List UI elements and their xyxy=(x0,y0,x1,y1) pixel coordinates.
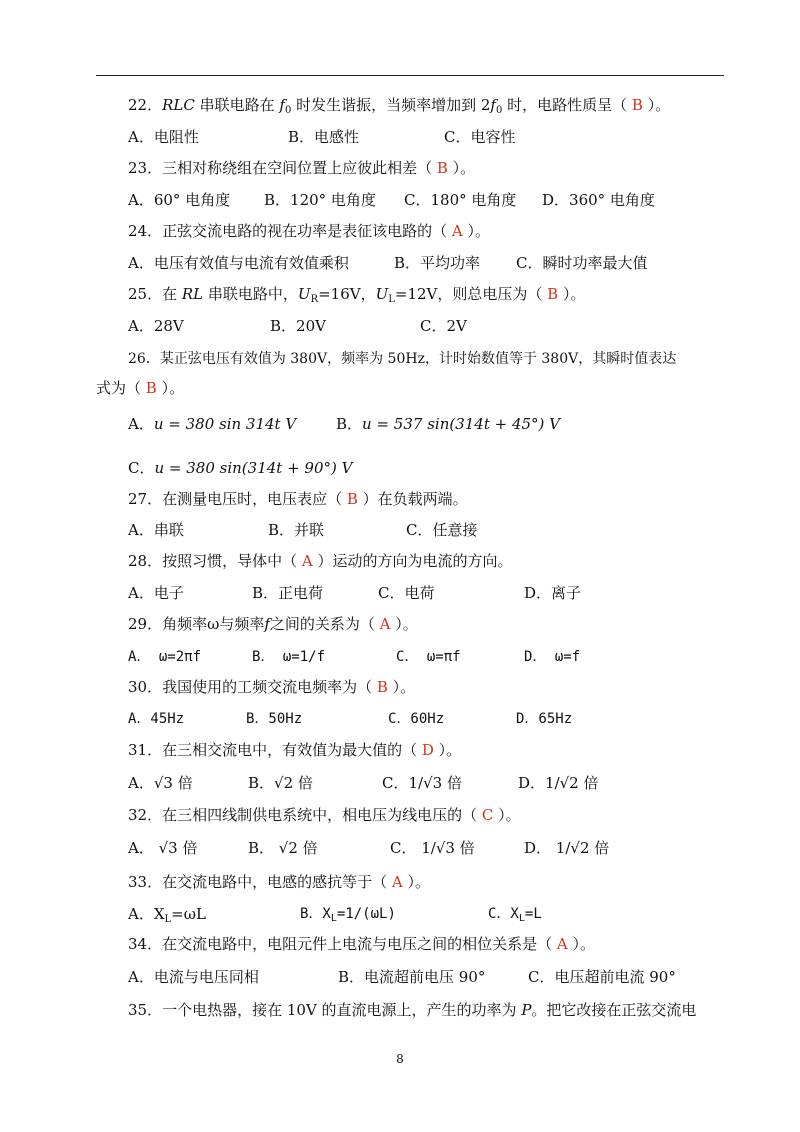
option-28-a: A．电子 xyxy=(128,584,184,602)
option-34-b: B．电流超前电压 90° xyxy=(338,968,486,986)
option-34-a: A．电流与电压同相 xyxy=(128,968,259,986)
option-30-c: C．60Hz xyxy=(388,711,445,727)
answer-33: A xyxy=(391,873,403,891)
option-32-a: A． √3 倍 xyxy=(128,839,198,857)
option-29-d: D． ω=f xyxy=(524,649,581,665)
option-26-b: B．u = 537 sin(314t + 45°) V xyxy=(336,415,561,433)
question-32: 32．在三相四线制供电系统中，相电压为线电压的（ C ）。 xyxy=(128,806,521,824)
option-22-c: C．电容性 xyxy=(444,128,516,146)
option-23-b: B．120° 电角度 xyxy=(264,191,376,209)
answer-22: B xyxy=(631,96,643,114)
option-23-a: A．60° 电角度 xyxy=(128,191,231,209)
question-31: 31．在三相交流电中，有效值为最大值的（ D ）。 xyxy=(128,741,462,759)
answer-23: B xyxy=(436,159,448,177)
option-27-b: B．并联 xyxy=(268,521,325,539)
question-25: 25．在 RL 串联电路中，$U_R=16V$，$U_L=12V$，则总电压为（ B ）。 xyxy=(128,285,586,305)
option-32-d: D． 1/√2 倍 xyxy=(524,839,610,857)
option-31-b: B．√2 倍 xyxy=(248,774,313,792)
option-33-a: A．$X_L=\omega L$ xyxy=(128,905,206,925)
answer-32: C xyxy=(481,806,494,824)
option-29-a: A． ω=2πf xyxy=(128,649,202,665)
answer-25: B xyxy=(547,285,559,303)
option-23-d: D．360° 电角度 xyxy=(542,191,655,209)
option-31-c: C．1/√3 倍 xyxy=(382,774,462,792)
question-22: 22．RLC 串联电路在 $f_0$ 时发生谐振，当频率增加到 $2f_0$ 时，电路性质呈（ B ）。 xyxy=(128,96,671,116)
question-23: 23．三相对称绕组在空间位置上应彼此相差（ B ）。 xyxy=(128,159,476,177)
option-32-b: B． √2 倍 xyxy=(248,839,318,857)
option-23-c: C．180° 电角度 xyxy=(404,191,517,209)
answer-29: A xyxy=(379,615,391,633)
answer-27: B xyxy=(346,490,358,508)
question-30: 30．我国使用的工频交流电频率为（ B ）。 xyxy=(128,678,416,696)
option-28-b: B．正电荷 xyxy=(252,584,324,602)
option-27-a: A．串联 xyxy=(128,521,184,539)
page-number: 8 xyxy=(396,1052,404,1066)
option-24-c: C．瞬时功率最大值 xyxy=(516,254,648,272)
option-34-c: C．电压超前电流 90° xyxy=(528,968,676,986)
answer-24: A xyxy=(451,222,463,240)
option-30-d: D．65Hz xyxy=(516,711,573,727)
question-33: 33．在交流电路中，电感的感抗等于（ A ）。 xyxy=(128,873,430,891)
option-25-c: C．2V xyxy=(420,317,467,335)
option-26-a: A．u = 380 sin 314t V xyxy=(128,415,297,433)
question-29: 29．角频率ω与频率f之间的关系为（ A ）。 xyxy=(128,615,418,633)
question-27: 27．在测量电压时，电压表应（ B ）在负载两端。 xyxy=(128,490,468,508)
option-31-d: D．1/√2 倍 xyxy=(518,774,599,792)
option-31-a: A．√3 倍 xyxy=(128,774,193,792)
option-25-b: B．20V xyxy=(270,317,326,335)
header-rule xyxy=(96,75,724,76)
option-25-a: A．28V xyxy=(128,317,184,335)
option-28-d: D．离子 xyxy=(524,584,582,602)
question-34: 34．在交流电路中，电阻元件上电流与电压之间的相位关系是（ A ）。 xyxy=(128,935,595,953)
question-26-cont: 式为（ B ）。 xyxy=(96,379,185,397)
answer-30: B xyxy=(376,678,388,696)
option-24-b: B．平均功率 xyxy=(394,254,481,272)
question-35: 35．一个电热器，接在 10V 的直流电源上，产生的功率为 P。把它改接在正弦交流电 xyxy=(128,1001,697,1019)
option-30-b: B．50Hz xyxy=(246,711,303,727)
option-22-b: B．电感性 xyxy=(288,128,360,146)
option-29-b: B． ω=1/f xyxy=(252,649,326,665)
option-33-b: B．$X_L=1/(\omega L)$ xyxy=(300,906,396,924)
option-33-c: C．$X_L=L$ xyxy=(488,906,542,924)
question-26: 26．某正弦电压有效值为 380V，频率为 50Hz，计时始数值等于 380V，其瞬时值表达 xyxy=(128,351,677,367)
option-27-c: C．任意接 xyxy=(406,521,478,539)
question-24: 24．正弦交流电路的视在功率是表征该电路的（ A ）。 xyxy=(128,222,490,240)
answer-26: B xyxy=(145,379,157,397)
option-30-a: A．45Hz xyxy=(128,711,185,727)
option-28-c: C．电荷 xyxy=(378,584,435,602)
answer-28: A xyxy=(301,552,313,570)
option-29-c: C． ω=πf xyxy=(396,649,461,665)
answer-34: A xyxy=(556,935,568,953)
answer-31: D xyxy=(421,741,434,759)
question-28: 28．按照习惯，导体中（ A ）运动的方向为电流的方向。 xyxy=(128,552,513,570)
option-32-c: C． 1/√3 倍 xyxy=(390,839,475,857)
option-22-a: A．电阻性 xyxy=(128,128,199,146)
option-26-c: C．u = 380 sin(314t + 90°) V xyxy=(128,459,353,477)
option-24-a: A．电压有效值与电流有效值乘积 xyxy=(128,254,349,272)
